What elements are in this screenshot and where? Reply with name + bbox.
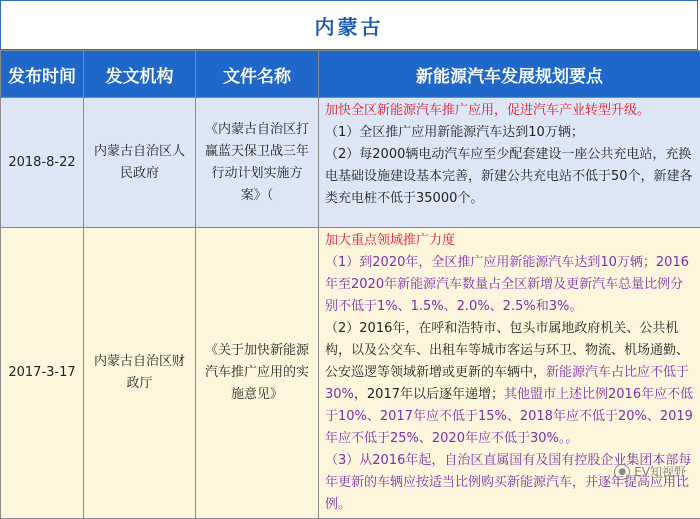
point-highlight: 新能源汽车占比应不低于30% (325, 365, 689, 402)
cell-doc: 《关于加快新能源汽车推广应用的实施意见》 (196, 228, 319, 519)
point-line: （1）全区推广应用新能源汽车达到10万辆； (325, 122, 696, 144)
point-line: 加快全区新能源汽车推广应用，促进汽车产业转型升级。 (325, 100, 696, 122)
header-doc: 文件名称 (196, 51, 319, 98)
table-row (1, 98, 700, 228)
point-text: ，2017年以后逐年递增； (354, 387, 504, 402)
watermark (614, 463, 686, 480)
wechat-icon: ● (614, 464, 630, 480)
cell-date: 2018-8-22 (1, 98, 84, 228)
cell-org: 内蒙古自治区人民政府 (84, 98, 196, 228)
header-date: 发布时间 (1, 51, 84, 98)
point-line: （2）每2000辆电动汽车应至少配套建设一座公共充电站，充换电基础设施建设基本完善，新建公共充电站不低于50个，新建各类充电桩不低于35000个。 (325, 144, 696, 210)
cell-points (319, 98, 700, 228)
table-header-row (1, 51, 700, 98)
point-line: （1）到2020年，全区推广应用新能源汽车达到10万辆；2016年至2020年新能源汽车数量占全区新增及更新汽车总量比例分别不低于1%、1.5%、2.0%、2.5%和3%。 (325, 252, 696, 318)
header-points: 新能源汽车发展规划要点 (319, 51, 700, 98)
cell-date: 2017-3-17 (1, 228, 84, 519)
cell-org: 内蒙古自治区财政厅 (84, 228, 196, 519)
point-text: （2）2016年，在呼和浩特市、包头市属地政府机关、公共机构，以及公交车、出租车等城市客运与环卫、物流、机场通勤、公安巡逻等领域新增或更新的车辆中， (325, 321, 689, 380)
point-line (325, 318, 696, 450)
page-title: 内蒙古 (0, 0, 698, 50)
watermark-text: EV知视野 (634, 463, 686, 480)
point-heading: 加大重点领域推广力度 (325, 230, 696, 252)
header-org: 发文机构 (84, 51, 196, 98)
cell-doc: 《内蒙古自治区打赢蓝天保卫战三年行动计划实施方案》（ (196, 98, 319, 228)
table-row (1, 228, 700, 519)
point-line: （3）从2016年起，自治区直属国有及国有控股企业集团本部每年更新的车辆应按适当比例购买新能源汽车，并逐年提高应用比例。 (325, 450, 696, 516)
point-highlight: 其他盟市上述比例2016年应不低于10%、2017年应不低于15%、2018年应不低于20%、2019年应不低于25%、2020年应不低于30%。。 (325, 387, 693, 446)
policy-table (0, 50, 700, 519)
